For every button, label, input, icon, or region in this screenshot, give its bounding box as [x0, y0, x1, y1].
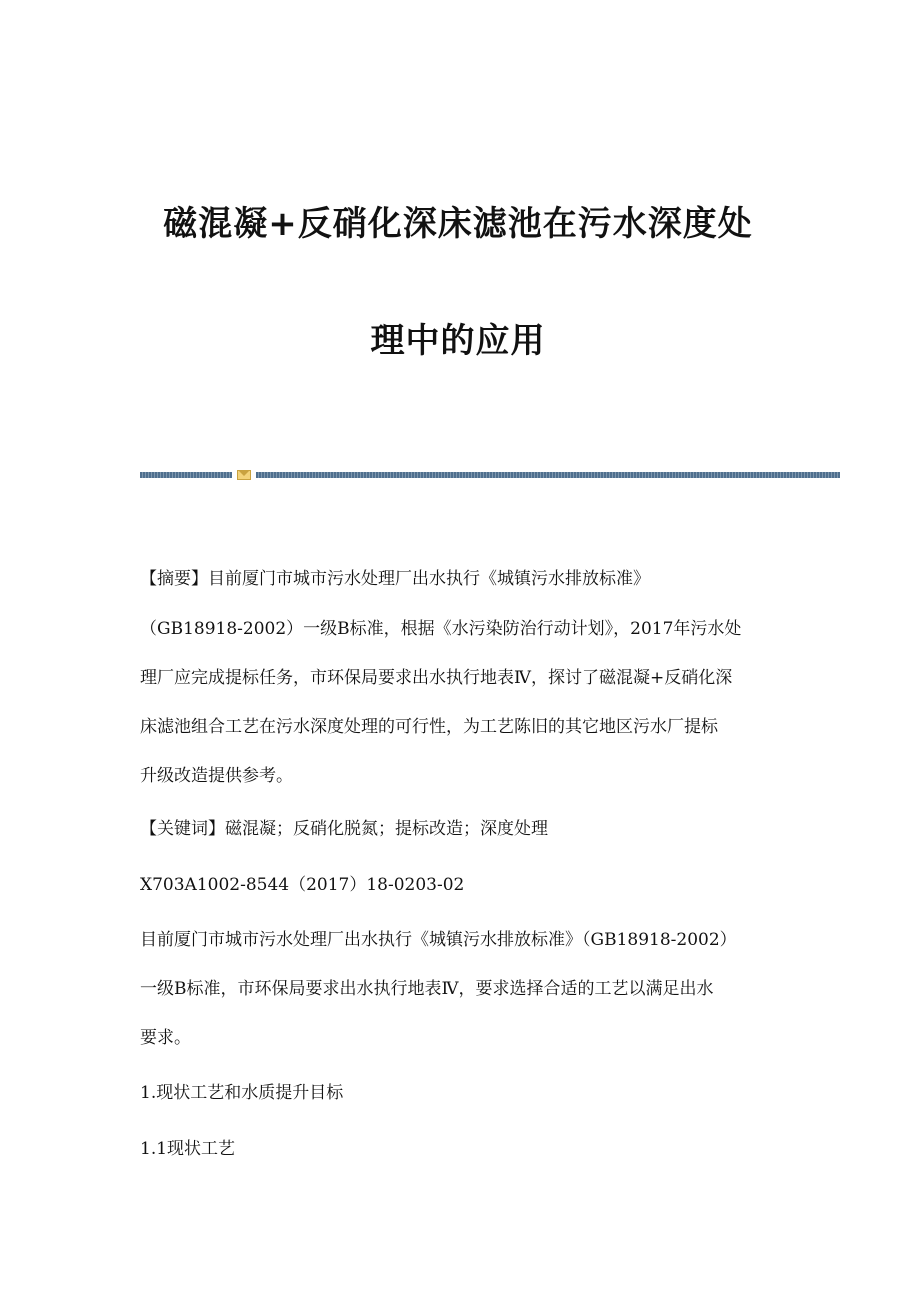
abstract-line-2: （GB18918-2002）一级B标准，根据《水污染防治行动计划》，2017年污水处 [140, 619, 742, 639]
document-title-line-2: 理中的应用 [370, 321, 546, 361]
title-divider [140, 470, 840, 479]
envelope-icon [237, 470, 251, 480]
abstract-line-3: 理厂应完成提标任务，市环保局要求出水执行地表Ⅳ，探讨了磁混凝+反硝化深 [140, 668, 733, 688]
intro-line-3: 要求。 [140, 1028, 191, 1048]
intro-line-2: 一级B标准，市环保局要求出水执行地表Ⅳ，要求选择合适的工艺以满足出水 [140, 979, 714, 999]
classification-line: X703A1002-8544（2017）18-0203-02 [140, 875, 465, 895]
subsection-heading: 1.1现状工艺 [140, 1139, 236, 1159]
abstract-line-5: 升级改造提供参考。 [140, 766, 293, 786]
divider-bar-left [140, 472, 232, 478]
abstract-line-1: 【摘要】目前厦门市城市污水处理厂出水执行《城镇污水排放标准》 [140, 569, 650, 589]
intro-line-1: 目前厦门市城市污水处理厂出水执行《城镇污水排放标准》（GB18918-2002） [140, 930, 737, 950]
section-heading: 1.现状工艺和水质提升目标 [140, 1083, 344, 1103]
divider-bar-right [256, 472, 840, 478]
keywords-line: 【关键词】磁混凝；反硝化脱氮；提标改造；深度处理 [140, 819, 548, 839]
document-title-line-1: 磁混凝+反硝化深床滤池在污水深度处 [163, 204, 753, 244]
abstract-line-4: 床滤池组合工艺在污水深度处理的可行性，为工艺陈旧的其它地区污水厂提标 [140, 717, 718, 737]
